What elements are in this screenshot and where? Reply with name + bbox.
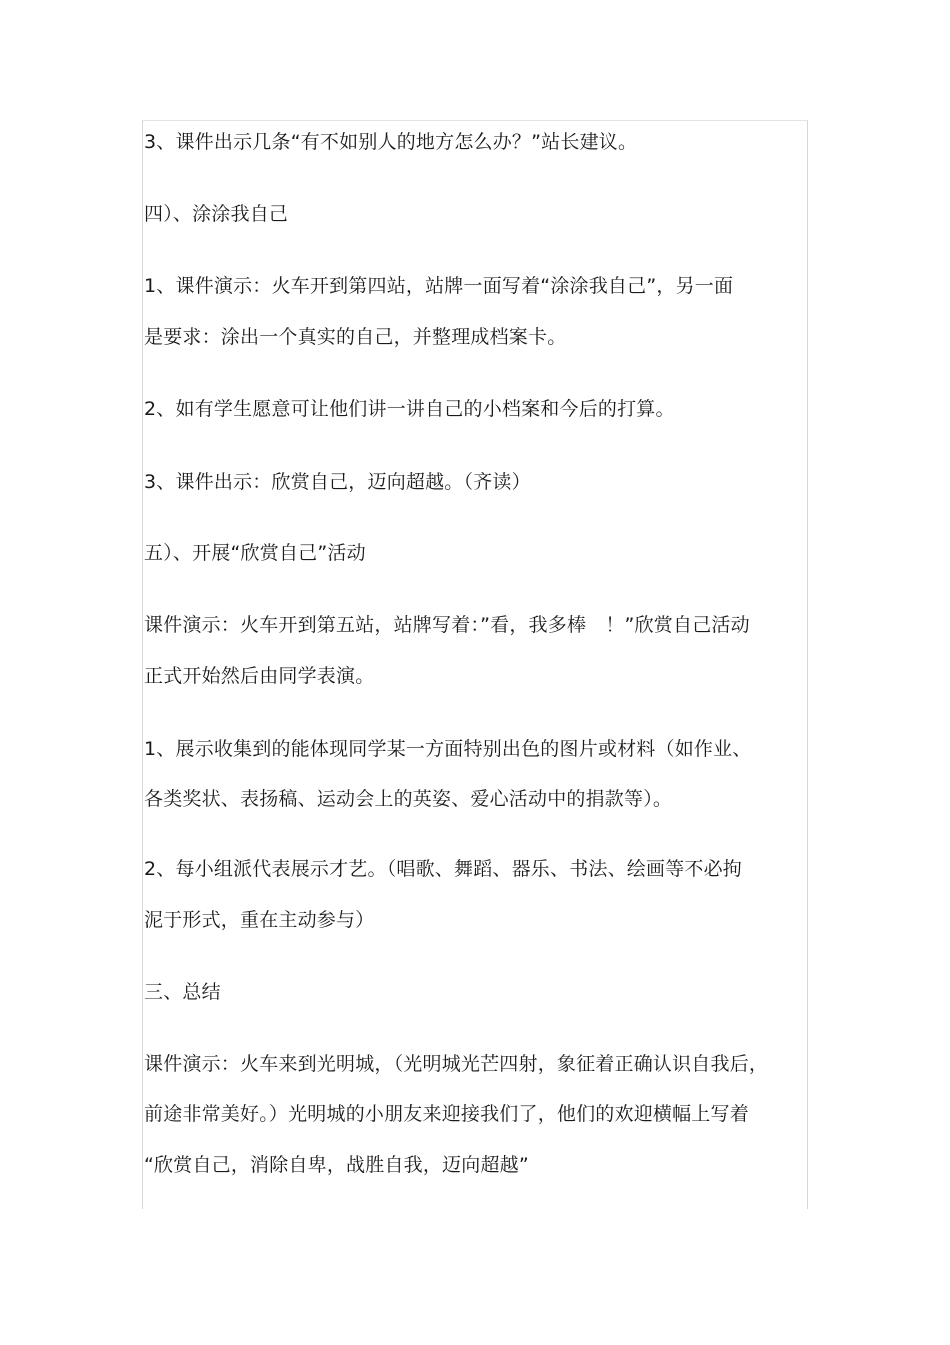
paragraph-line: 2、每小组派代表展示才艺。（唱歌、舞蹈、器乐、书法、绘画等不必拘 [144, 858, 742, 880]
paragraph-line: 是要求：涂出一个真实的自己，并整理成档案卡。 [144, 326, 567, 348]
paragraph-line: 3、课件出示几条“有不如别人的地方怎么办？”站长建议。 [144, 131, 638, 153]
paragraph-line: 1、课件演示：火车开到第四站，站牌一面写着“涂涂我自己”，另一面 [144, 275, 734, 297]
paragraph-line: 泥于形式，重在主动参与） [144, 909, 375, 931]
paragraph-line: 正式开始然后由同学表演。 [144, 665, 375, 687]
paragraph-line: “欣赏自己，消除自卑，战胜自我，迈向超越” [144, 1154, 529, 1176]
paragraph-line: 1、展示收集到的能体现同学某一方面特别出色的图片或材料（如作业、 [144, 738, 752, 760]
paragraph-line: 课件演示：火车开到第五站，站牌写着：”看，我多棒 ！”欣赏自己活动 [144, 614, 750, 636]
section-heading: 四）、涂涂我自己 [144, 203, 289, 225]
section-heading: 五）、开展“欣赏自己”活动 [144, 542, 366, 564]
section-heading: 三、总结 [144, 981, 221, 1003]
paragraph-line: 前途非常美好。）光明城的小朋友来迎接我们了，他们的欢迎横幅上写着 [144, 1103, 749, 1125]
paragraph-line: 2、如有学生愿意可让他们讲一讲自己的小档案和今后的打算。 [144, 398, 675, 420]
paragraph-line: 3、课件出示：欣赏自己，迈向超越。（齐读） [144, 471, 531, 493]
paragraph-line: 课件演示：火车来到光明城，（光明城光芒四射，象征着正确认识自我后， [144, 1053, 769, 1075]
paragraph-line: 各类奖状、表扬稿、运动会上的英姿、爱心活动中的捐款等）。 [144, 788, 673, 810]
